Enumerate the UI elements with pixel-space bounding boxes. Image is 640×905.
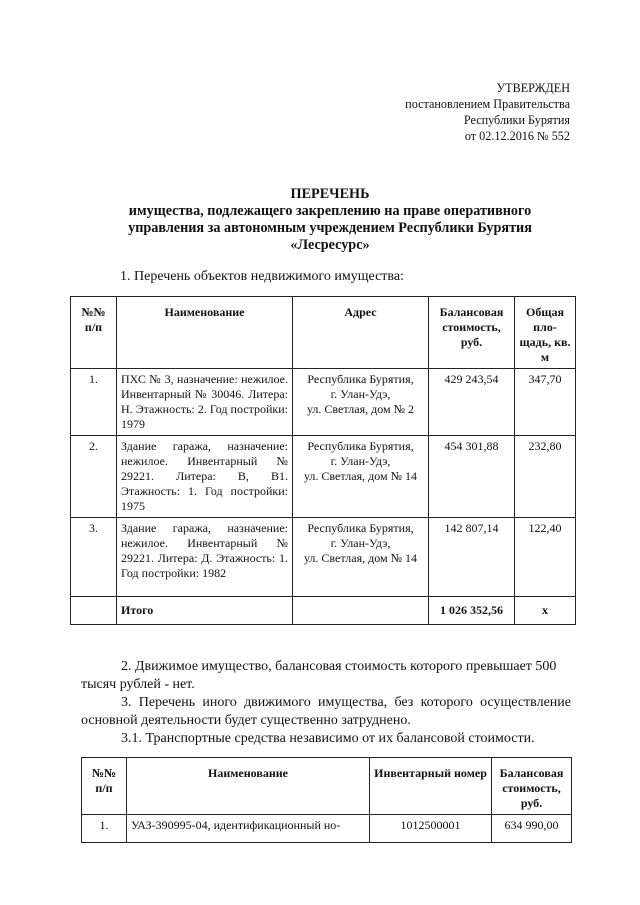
total-label: Итого	[117, 597, 293, 625]
document-title	[80, 186, 580, 254]
real-estate-table	[70, 296, 576, 625]
row-address	[293, 436, 429, 518]
total-address-empty	[293, 597, 429, 625]
row-balance: 429 243,54	[429, 369, 515, 436]
title-line-3: управления за автономным учреждением Республики Бурятия	[128, 220, 532, 236]
row-address	[293, 369, 429, 436]
address-line: г. Улан-Удэ,	[330, 536, 391, 550]
row-area: 347,70	[515, 369, 576, 436]
row-address	[293, 518, 429, 597]
row-area: 232,80	[515, 436, 576, 518]
total-row	[71, 597, 576, 625]
approval-stamp	[405, 80, 570, 144]
header-inventory: Инвентарный номер	[370, 758, 492, 815]
row-name: ПХС № 3, назначение: нежилое. Инвентарный № 30046. Литера: Н. Этажность: 2. Год постройки: 1979	[117, 369, 293, 436]
row-num: 3.	[71, 518, 117, 597]
row-balance: 634 990,00	[492, 815, 572, 843]
header-area: Общая пло- щадь, кв. м	[515, 297, 576, 369]
address-line: г. Улан-Удэ,	[330, 387, 391, 401]
table-header-row	[82, 758, 572, 815]
title-line-4: «Лесресурс»	[290, 237, 370, 253]
total-area: х	[515, 597, 576, 625]
section-3-text: 3. Перечень иного движимого имущества, без которого осуществление основной деятельности будет существенно затруднено.	[81, 695, 571, 728]
approval-line-1: УТВЕРЖДЕН	[496, 81, 570, 95]
table-row	[71, 369, 576, 436]
total-balance: 1 026 352,56	[429, 597, 515, 625]
address-line: г. Улан-Удэ,	[330, 454, 391, 468]
header-balance: Балансовая стоимость, руб.	[429, 297, 515, 369]
table-row	[71, 436, 576, 518]
table-row	[71, 518, 576, 597]
row-num: 2.	[71, 436, 117, 518]
title-line-2: имущества, подлежащего закреплению на праве оперативного	[128, 203, 532, 219]
row-name: УАЗ-390995-04, идентификационный но-	[127, 815, 370, 843]
row-num: 1.	[82, 815, 127, 843]
approval-line-3: Республики Бурятия	[463, 113, 570, 127]
address-line: ул. Светлая, дом № 14	[303, 469, 418, 483]
address-line: ул. Светлая, дом № 2	[306, 402, 415, 416]
approval-line-2: постановлением Правительства	[405, 97, 570, 111]
address-line: Республика Бурятия,	[307, 372, 414, 386]
table-row	[82, 815, 572, 843]
row-balance: 142 807,14	[429, 518, 515, 597]
row-num: 1.	[71, 369, 117, 436]
header-address: Адрес	[293, 297, 429, 369]
section-2-text: 2. Движимое имущество, балансовая стоимость которого превышает 500 тысяч рублей - нет.	[81, 659, 557, 692]
section-1-heading: 1. Перечень объектов недвижимого имущества:	[120, 269, 404, 284]
row-inventory: 1012500001	[370, 815, 492, 843]
row-area: 122,40	[515, 518, 576, 597]
table-header-row	[71, 297, 576, 369]
header-num: №№ п/п	[71, 297, 117, 369]
row-name: Здание гаража, назначение: нежилое. Инвентарный № 29221. Литера: Д. Этажность: 1. Год постройки: 1982	[117, 518, 293, 597]
section-3-1-heading: 3.1. Транспортные средства независимо от их балансовой стоимости.	[121, 731, 535, 746]
total-num-empty	[71, 597, 117, 625]
header-num: №№ п/п	[82, 758, 127, 815]
vehicles-table	[81, 757, 572, 843]
address-line: ул. Светлая, дом № 14	[303, 551, 418, 565]
header-balance: Балансовая стоимость, руб.	[492, 758, 572, 815]
row-balance: 454 301,88	[429, 436, 515, 518]
address-line: Республика Бурятия,	[307, 521, 414, 535]
title-line-1: ПЕРЕЧЕНЬ	[290, 186, 370, 202]
row-name: Здание гаража, назначение: нежилое. Инвентарный № 29221. Литера: В, В1. Этажность: 1. Год постройки: 1975	[117, 436, 293, 518]
approval-line-4: от 02.12.2016 № 552	[464, 129, 570, 143]
header-name: Наименование	[117, 297, 293, 369]
header-name: Наименование	[127, 758, 370, 815]
address-line: Республика Бурятия,	[307, 439, 414, 453]
